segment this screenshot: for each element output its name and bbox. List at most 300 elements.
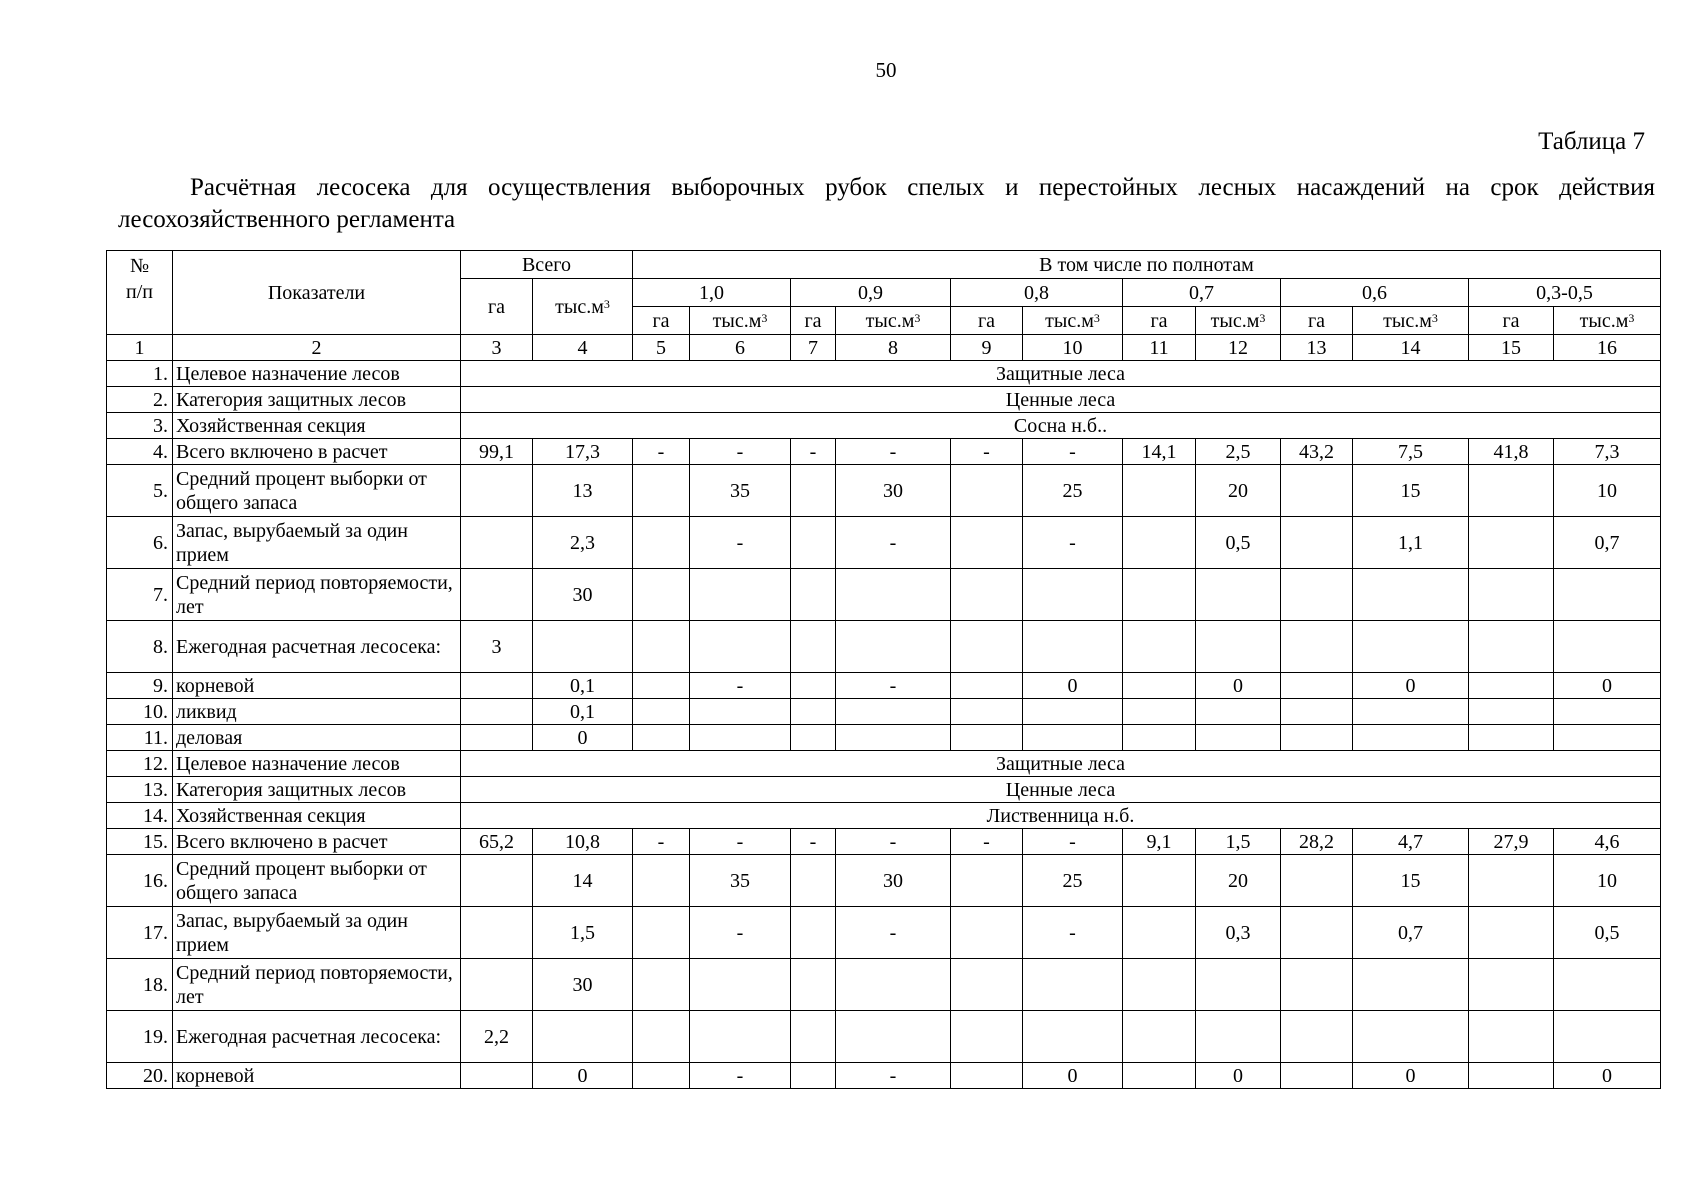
table-cell <box>1353 959 1469 1011</box>
table-cell <box>461 673 533 699</box>
row-number: 20. <box>107 1063 173 1089</box>
table-cell <box>633 907 690 959</box>
table-cell: 30 <box>836 855 951 907</box>
row-label: Средний процент выборки от общего запаса <box>173 855 461 907</box>
row-label: Хозяйственная секция <box>173 803 461 829</box>
table-cell: 0 <box>1196 673 1281 699</box>
table-cell <box>533 1011 633 1063</box>
table-cell <box>1196 959 1281 1011</box>
row-number: 5. <box>107 465 173 517</box>
row-number: 8. <box>107 621 173 673</box>
table-cell <box>951 569 1023 621</box>
cube-sup: 3 <box>603 296 610 311</box>
column-number: 7 <box>791 335 836 361</box>
table-cell <box>1123 959 1196 1011</box>
table-cell <box>951 699 1023 725</box>
table-cell <box>1023 621 1123 673</box>
row-span-value: Ценные леса <box>461 387 1661 413</box>
header-unit-ha: га <box>1123 307 1196 335</box>
table-cell <box>1469 465 1554 517</box>
table-row <box>107 439 1661 465</box>
table-cell <box>1554 725 1661 751</box>
table-cell: 0,5 <box>1554 907 1661 959</box>
table-cell: 0,5 <box>1196 517 1281 569</box>
table-cell: 99,1 <box>461 439 533 465</box>
table-cell: 43,2 <box>1281 439 1353 465</box>
table-cell <box>1123 517 1196 569</box>
row-label: Запас, вырубаемый за один прием <box>173 907 461 959</box>
row-label: Запас, вырубаемый за один прием <box>173 517 461 569</box>
table-cell: 4,6 <box>1554 829 1661 855</box>
table-cell <box>633 517 690 569</box>
table-row <box>107 777 1661 803</box>
table-cell <box>690 1011 791 1063</box>
table-cell: - <box>690 673 791 699</box>
table-cell <box>791 1011 836 1063</box>
table-cell <box>1469 1063 1554 1089</box>
row-number: 4. <box>107 439 173 465</box>
table-cell <box>1123 699 1196 725</box>
table-cell <box>690 621 791 673</box>
table-cell: 0 <box>1353 673 1469 699</box>
row-number: 19. <box>107 1011 173 1063</box>
column-number: 8 <box>836 335 951 361</box>
header-density: 0,8 <box>951 279 1123 307</box>
table-label: Таблица 7 <box>1538 128 1645 155</box>
header-unit-ha: га <box>633 307 690 335</box>
table-cell <box>690 699 791 725</box>
table-cell <box>951 855 1023 907</box>
table-cell <box>951 959 1023 1011</box>
table-cell <box>633 1011 690 1063</box>
row-span-value: Лиственница н.б. <box>461 803 1661 829</box>
header-density: 0,9 <box>791 279 951 307</box>
table-cell: 0,7 <box>1554 517 1661 569</box>
table-cell <box>1469 959 1554 1011</box>
table-cell <box>836 621 951 673</box>
table-cell: 15 <box>1353 465 1469 517</box>
table-cell <box>1281 1011 1353 1063</box>
row-span-value: Защитные леса <box>461 751 1661 777</box>
table-cell <box>791 465 836 517</box>
table-cell <box>461 855 533 907</box>
table-cell: 20 <box>1196 465 1281 517</box>
row-label: Хозяйственная секция <box>173 413 461 439</box>
table-cell <box>836 725 951 751</box>
table-cell: - <box>836 517 951 569</box>
row-label: Ежегодная расчетная лесосека: <box>173 621 461 673</box>
table-cell: - <box>690 517 791 569</box>
table-cell <box>690 569 791 621</box>
row-number: 1. <box>107 361 173 387</box>
table-row <box>107 413 1661 439</box>
table-cell <box>836 569 951 621</box>
table-cell <box>461 907 533 959</box>
table-cell: 0 <box>1554 673 1661 699</box>
table-cell: 0 <box>1196 1063 1281 1089</box>
row-label: ликвид <box>173 699 461 725</box>
table-cell <box>1281 465 1353 517</box>
column-number: 6 <box>690 335 791 361</box>
table-cell <box>461 569 533 621</box>
header-num <box>107 251 173 335</box>
table-cell <box>1196 569 1281 621</box>
header-unit-vol <box>1554 307 1661 335</box>
table-cell <box>1123 1063 1196 1089</box>
table-cell <box>1469 517 1554 569</box>
header-total: Всего <box>461 251 633 279</box>
header-unit-vol-text: тыс.м <box>1210 309 1260 332</box>
table-cell: 14 <box>533 855 633 907</box>
table-cell <box>1353 1011 1469 1063</box>
header-unit-vol <box>1196 307 1281 335</box>
row-span-value: Сосна н.б.. <box>461 413 1661 439</box>
header-total-vol <box>533 279 633 335</box>
table-cell: 0 <box>533 725 633 751</box>
table-cell <box>1554 621 1661 673</box>
column-number: 10 <box>1023 335 1123 361</box>
table-cell <box>1281 621 1353 673</box>
table-cell <box>951 621 1023 673</box>
table-cell: - <box>633 829 690 855</box>
table-cell <box>951 907 1023 959</box>
header-unit-vol <box>836 307 951 335</box>
table-cell: 65,2 <box>461 829 533 855</box>
table-cell <box>1469 673 1554 699</box>
table-row <box>107 673 1661 699</box>
table-cell: 35 <box>690 465 791 517</box>
table-cell: 41,8 <box>1469 439 1554 465</box>
row-label: корневой <box>173 1063 461 1089</box>
row-number: 15. <box>107 829 173 855</box>
cube-sup: 3 <box>1431 310 1438 325</box>
row-label: Всего включено в расчет <box>173 829 461 855</box>
column-number: 2 <box>173 335 461 361</box>
table-cell: 0,7 <box>1353 907 1469 959</box>
table-cell <box>633 959 690 1011</box>
table-cell <box>1123 621 1196 673</box>
row-number: 12. <box>107 751 173 777</box>
table-cell <box>791 907 836 959</box>
table-cell <box>633 465 690 517</box>
column-number: 14 <box>1353 335 1469 361</box>
row-number: 18. <box>107 959 173 1011</box>
table-cell <box>1281 855 1353 907</box>
row-number: 7. <box>107 569 173 621</box>
row-number: 17. <box>107 907 173 959</box>
table-cell: 3 <box>461 621 533 673</box>
cube-sup: 3 <box>914 310 921 325</box>
table-cell <box>1469 1011 1554 1063</box>
table-cell <box>836 1011 951 1063</box>
table-cell <box>1196 725 1281 751</box>
cube-sup: 3 <box>761 310 768 325</box>
table-row <box>107 621 1661 673</box>
header-density: 0,6 <box>1281 279 1469 307</box>
row-number: 2. <box>107 387 173 413</box>
table-cell <box>633 855 690 907</box>
table-row <box>107 699 1661 725</box>
table-cell: 0,1 <box>533 699 633 725</box>
table-cell <box>1123 673 1196 699</box>
row-number: 11. <box>107 725 173 751</box>
table-cell <box>1196 699 1281 725</box>
table-cell <box>633 1063 690 1089</box>
header-density: 1,0 <box>633 279 791 307</box>
table-cell <box>1469 855 1554 907</box>
table-cell <box>633 699 690 725</box>
table-cell <box>633 725 690 751</box>
table-cell <box>836 959 951 1011</box>
table-cell <box>1123 465 1196 517</box>
table-cell <box>690 725 791 751</box>
table-cell <box>1281 959 1353 1011</box>
header-unit-ha: га <box>951 307 1023 335</box>
table-row <box>107 829 1661 855</box>
row-number: 9. <box>107 673 173 699</box>
table-row <box>107 517 1661 569</box>
table-row <box>107 361 1661 387</box>
table-cell <box>461 725 533 751</box>
row-label: Средний процент выборки от общего запаса <box>173 465 461 517</box>
row-number: 10. <box>107 699 173 725</box>
table-cell <box>791 725 836 751</box>
table-cell: - <box>1023 439 1123 465</box>
row-span-value: Защитные леса <box>461 361 1661 387</box>
table-cell <box>791 855 836 907</box>
row-number: 16. <box>107 855 173 907</box>
table-title: Расчётная лесосека для осуществления выборочных рубок спелых и перестойных лесных насаждений на срок действия лесохозяйственного регламента <box>118 174 1655 233</box>
table-cell <box>633 673 690 699</box>
table-cell: 0 <box>1554 1063 1661 1089</box>
table-row <box>107 465 1661 517</box>
column-number: 15 <box>1469 335 1554 361</box>
table-cell: 0,1 <box>533 673 633 699</box>
table-cell: 10,8 <box>533 829 633 855</box>
table-cell <box>461 959 533 1011</box>
table-cell: - <box>836 907 951 959</box>
table-row <box>107 803 1661 829</box>
header-indicators: Показатели <box>173 251 461 335</box>
table-cell <box>1469 621 1554 673</box>
table-cell: 1,5 <box>1196 829 1281 855</box>
table-cell: 13 <box>533 465 633 517</box>
table-cell: - <box>690 1063 791 1089</box>
table-cell <box>1281 907 1353 959</box>
table-cell: 25 <box>1023 465 1123 517</box>
table-cell <box>1281 569 1353 621</box>
table-cell <box>1281 517 1353 569</box>
table-cell <box>1281 1063 1353 1089</box>
table-cell <box>1554 569 1661 621</box>
column-number: 1 <box>107 335 173 361</box>
column-number: 13 <box>1281 335 1353 361</box>
table-cell: - <box>633 439 690 465</box>
header-density: 0,7 <box>1123 279 1281 307</box>
row-number: 13. <box>107 777 173 803</box>
header-unit-vol-text: тыс.м <box>1383 309 1432 332</box>
header-num-line2: п/п <box>126 281 153 303</box>
table-cell: 30 <box>533 569 633 621</box>
table-cell <box>633 569 690 621</box>
header-unit-vol-text: тыс.м <box>712 309 762 332</box>
table-cell <box>791 699 836 725</box>
table-cell <box>461 517 533 569</box>
header-total-ha: га <box>461 279 533 335</box>
table-cell <box>1281 725 1353 751</box>
table-cell: 10 <box>1554 855 1661 907</box>
table-cell <box>1123 1011 1196 1063</box>
header-unit-vol-text: тыс.м <box>1045 309 1094 332</box>
table-cell <box>1023 959 1123 1011</box>
table-cell <box>1196 621 1281 673</box>
row-label: Всего включено в расчет <box>173 439 461 465</box>
table-cell: 7,5 <box>1353 439 1469 465</box>
table-cell: - <box>1023 517 1123 569</box>
table-cell <box>951 1011 1023 1063</box>
table-cell: 7,3 <box>1554 439 1661 465</box>
table-cell <box>1353 725 1469 751</box>
table-cell: 10 <box>1554 465 1661 517</box>
header-unit-vol-text: тыс.м <box>1579 309 1629 332</box>
table-cell <box>791 959 836 1011</box>
table-cell: - <box>951 829 1023 855</box>
table-cell: - <box>836 673 951 699</box>
table-cell: - <box>690 907 791 959</box>
table-cell <box>1554 959 1661 1011</box>
table-cell: 4,7 <box>1353 829 1469 855</box>
table-row <box>107 751 1661 777</box>
column-number: 9 <box>951 335 1023 361</box>
table-cell <box>951 517 1023 569</box>
table-cell: 27,9 <box>1469 829 1554 855</box>
table-cell <box>791 517 836 569</box>
row-label: корневой <box>173 673 461 699</box>
table-cell: - <box>1023 907 1123 959</box>
table-cell <box>1469 725 1554 751</box>
column-number: 3 <box>461 335 533 361</box>
column-number: 12 <box>1196 335 1281 361</box>
row-label: Ежегодная расчетная лесосека: <box>173 1011 461 1063</box>
forest-cutting-table <box>106 250 1661 1089</box>
table-cell: 0 <box>1023 1063 1123 1089</box>
page-number: 50 <box>875 58 897 82</box>
table-cell <box>1123 569 1196 621</box>
table-cell: 15 <box>1353 855 1469 907</box>
table-cell <box>533 621 633 673</box>
table-cell <box>1469 569 1554 621</box>
table-row <box>107 907 1661 959</box>
table-cell <box>1469 699 1554 725</box>
table-cell: 28,2 <box>1281 829 1353 855</box>
cube-sup: 3 <box>1259 310 1266 325</box>
table-cell <box>633 621 690 673</box>
table-cell: 1,5 <box>533 907 633 959</box>
table-cell: 9,1 <box>1123 829 1196 855</box>
row-label: Средний период повторяемости, лет <box>173 959 461 1011</box>
table-row <box>107 1011 1661 1063</box>
column-number: 16 <box>1554 335 1661 361</box>
row-span-value: Ценные леса <box>461 777 1661 803</box>
table-cell <box>791 673 836 699</box>
table-row <box>107 569 1661 621</box>
table-cell: 20 <box>1196 855 1281 907</box>
table-cell: 0 <box>1353 1063 1469 1089</box>
table-cell <box>1023 1011 1123 1063</box>
cube-sup: 3 <box>1628 310 1635 325</box>
table-cell: - <box>690 829 791 855</box>
table-row <box>107 725 1661 751</box>
table-row <box>107 387 1661 413</box>
table-cell: 0 <box>533 1063 633 1089</box>
header-total-vol-text: тыс.м <box>555 295 604 318</box>
row-label: деловая <box>173 725 461 751</box>
row-label: Целевое назначение лесов <box>173 751 461 777</box>
table-cell <box>951 725 1023 751</box>
header-unit-ha: га <box>1281 307 1353 335</box>
header-unit-ha: га <box>791 307 836 335</box>
table-cell <box>1554 1011 1661 1063</box>
table-cell: 14,1 <box>1123 439 1196 465</box>
table-cell: - <box>836 1063 951 1089</box>
table-cell: 2,2 <box>461 1011 533 1063</box>
row-label: Целевое назначение лесов <box>173 361 461 387</box>
table-cell <box>951 465 1023 517</box>
table-cell <box>1554 699 1661 725</box>
table-cell <box>1469 907 1554 959</box>
column-number: 4 <box>533 335 633 361</box>
column-number: 11 <box>1123 335 1196 361</box>
table-cell: 25 <box>1023 855 1123 907</box>
table-cell <box>951 673 1023 699</box>
table-cell <box>836 699 951 725</box>
table-cell: 2,5 <box>1196 439 1281 465</box>
header-unit-vol <box>1353 307 1469 335</box>
table-cell: 35 <box>690 855 791 907</box>
table-cell <box>1353 569 1469 621</box>
header-unit-ha: га <box>1469 307 1554 335</box>
table-cell: - <box>791 439 836 465</box>
header-unit-vol-text: тыс.м <box>865 309 915 332</box>
table-cell: 2,3 <box>533 517 633 569</box>
table-cell <box>951 1063 1023 1089</box>
table-cell <box>1023 725 1123 751</box>
header-unit-vol <box>1023 307 1123 335</box>
header-density: 0,3-0,5 <box>1469 279 1661 307</box>
header-including: В том числе по полнотам <box>633 251 1661 279</box>
table-cell <box>461 699 533 725</box>
table-cell: 17,3 <box>533 439 633 465</box>
table-cell: - <box>791 829 836 855</box>
table-cell: 0,3 <box>1196 907 1281 959</box>
row-number: 3. <box>107 413 173 439</box>
table-cell: 30 <box>533 959 633 1011</box>
table-cell <box>690 959 791 1011</box>
table-cell <box>791 569 836 621</box>
table-row <box>107 1063 1661 1089</box>
table-cell: - <box>836 439 951 465</box>
table-cell <box>791 1063 836 1089</box>
table-row <box>107 959 1661 1011</box>
table-cell: - <box>951 439 1023 465</box>
table-cell <box>791 621 836 673</box>
row-number: 6. <box>107 517 173 569</box>
row-number: 14. <box>107 803 173 829</box>
table-cell <box>1023 569 1123 621</box>
table-row <box>107 855 1661 907</box>
table-cell: - <box>1023 829 1123 855</box>
header-unit-vol <box>690 307 791 335</box>
